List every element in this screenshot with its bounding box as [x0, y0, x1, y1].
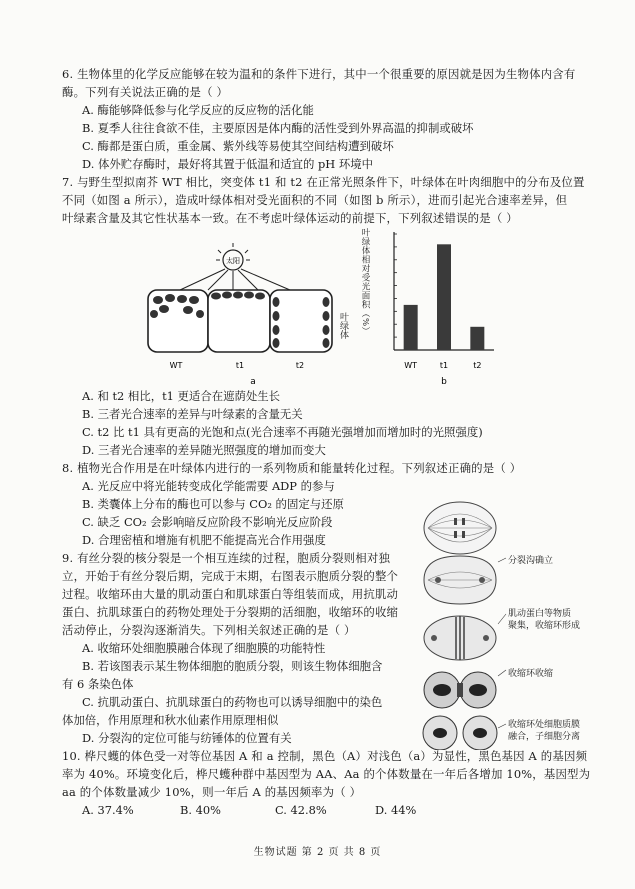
stage-spindle	[424, 502, 496, 554]
sun-icon	[180, 243, 290, 290]
cell-label-t1: t1	[235, 361, 245, 370]
fig-label-ring-line1: 肌动蛋白等物质	[508, 609, 572, 619]
chart-bar-t2	[470, 327, 484, 350]
fig-label-contraction: 收缩环收缩	[508, 669, 554, 679]
q7-stem-line1: 7. 与野生型拟南芥 WT 相比，突变体 t1 和 t2 在正常光照条件下，叶绿体在叶肉细胞中的分布及位置	[62, 175, 585, 189]
chart-ylabel: 叶绿体相对受光面积（%）	[360, 228, 370, 336]
q8-option-b: B. 类囊体上分布的酶也可以参与 CO₂ 的固定与还原	[82, 497, 344, 511]
stage-furrow	[424, 556, 506, 604]
q7-option-d: D. 三者光合速率的差异随光照强度的增加而变大	[82, 443, 326, 457]
q9-stem-line2: 立，开始于有丝分裂后期，完成于末期，右图表示胞质分裂的整个	[62, 569, 399, 583]
q6-option-d: D. 体外贮存酶时，最好将其置于低温和适宜的 pH 环境中	[82, 157, 374, 171]
q10-stem-line2: 率为 40%。环境变化后，桦尺蠖种群中基因型为 AA、Aa 的个体数量在一年后各增加 10%，基因型为	[62, 767, 591, 781]
q8-stem: 8. 植物光合作用是在叶绿体内进行的一系列物质和能量转化过程。下列叙述正确的是（ ）	[62, 461, 522, 475]
cell-label-wt: WT	[169, 361, 183, 370]
q9-stem-line5: 活动停止，分裂沟逐渐消失。下列相关叙述正确的是（ ）	[62, 623, 356, 637]
stage-ring-contracting	[424, 670, 506, 708]
q6-stem-line1: 6. 生物体里的化学反应能够在较为温和的条件下进行，其中一个很重要的原因就是因为生物体内含有	[62, 67, 576, 81]
q9-option-b-line1: B. 若该图表示某生物体细胞的胞质分裂，则该生物体细胞含	[82, 659, 383, 673]
q10-option-d: D. 44%	[375, 803, 417, 817]
chloroplast-side-label: 叶绿体	[338, 312, 348, 339]
q6-option-b: B. 夏季人往往食欲不佳，主要原因是体内酶的活性受到外界高温的抑制或破坏	[82, 121, 474, 135]
stage-separation	[423, 716, 506, 750]
q7-option-b: B. 三者光合速率的差异与叶绿素的含量无关	[82, 407, 303, 421]
stage-ring-forming	[424, 614, 506, 660]
q9-option-a: A. 收缩环处细胞膜融合体现了细胞膜的功能特性	[82, 641, 326, 655]
q7-stem-line2: 不同（如图 a 所示），造成叶绿体相对受光面积的不同（如图 b 所示），进而引起光合速率差异，但	[62, 193, 568, 207]
figure-b-caption: b	[441, 377, 447, 387]
sun-label: 太阳	[226, 257, 240, 265]
q9-stem-line1: 9. 有丝分裂的核分裂是一个相互连续的过程，胞质分裂则相对独	[62, 551, 391, 565]
q7-option-a: A. 和 t2 相比，t1 更适合在遮荫处生长	[82, 389, 281, 403]
fig-label-ring-line2: 聚集，收缩环形成	[508, 621, 581, 631]
q10-option-a: A. 37.4%	[82, 803, 134, 817]
q6-option-c: C. 酶都是蛋白质，重金属、紫外线等易使其空间结构遭到破坏	[82, 139, 394, 153]
q9-option-d: D. 分裂沟的定位可能与纺锤体的位置有关	[82, 731, 292, 745]
chart-x-label-t1: t1	[439, 361, 449, 370]
q10-stem-line1: 10. 桦尺蠖的体色受一对等位基因 A 和 a 控制，黑色（A）对浅色（a）为显性，黑色基因 A 的基因频	[62, 749, 588, 763]
chart-x-label-wt: WT	[404, 361, 418, 370]
q9-stem-line3: 过程。收缩环由大量的肌动蛋白和肌球蛋白等组装而成，用抗肌动	[62, 587, 399, 601]
figure-b-bar-chart	[372, 226, 502, 388]
cell-label-t2: t2	[295, 361, 305, 370]
q10-option-b: B. 40%	[180, 803, 221, 817]
fig-label-fusion-line2: 融合，子细胞分离	[508, 732, 581, 742]
page-footer: 生物试题 第 2 页 共 8 页	[253, 847, 382, 858]
chart-bar-t1	[437, 244, 451, 350]
q6-stem-line2: 酶。下列有关说法正确的是（ ）	[62, 85, 229, 99]
fig-label-fusion-line1: 收缩环处细胞质膜	[508, 720, 581, 730]
figure-a-caption: a	[250, 377, 256, 387]
q9-option-c-line2: 体加倍，作用原理和秋水仙素作用原理相似	[62, 713, 279, 727]
q6-option-a: A. 酶能够降低参与化学反应的反应物的活化能	[82, 103, 314, 117]
q7-stem-line3: 叶绿素含量及其它性状基本一致。在不考虑叶绿体运动的前提下，下列叙述错误的是（ ）	[62, 211, 518, 225]
figure-a-chloroplast-cells	[140, 238, 360, 388]
q8-option-c: C. 缺乏 CO₂ 会影响暗反应阶段不影响光反应阶段	[82, 515, 333, 529]
q9-option-c-line1: C. 抗肌动蛋白、抗肌球蛋白的药物也可以诱导细胞中的染色	[82, 695, 383, 709]
chart-bar-wt	[404, 305, 418, 350]
q8-option-a: A. 光反应中将光能转变成化学能需要 ADP 的参与	[82, 479, 335, 493]
q8-option-d: D. 合理密植和增施有机肥不能提高光合作用强度	[82, 533, 326, 547]
q9-stem-line4: 蛋白、抗肌球蛋白的药物处理处于分裂期的活细胞，收缩环的收缩	[62, 605, 399, 619]
q7-option-c: C. t2 比 t1 具有更高的光饱和点(光合速率不再随光强增加而增加时的光照强度)	[82, 425, 483, 439]
chart-x-label-t2: t2	[473, 361, 482, 370]
q10-option-c: C. 42.8%	[275, 803, 327, 817]
q10-stem-line3: aa 的个体数量减少 10%，则一年后 A 的基因频率为（ ）	[62, 785, 362, 799]
q9-option-b-line2: 有 6 条染色体	[62, 677, 134, 691]
fig-label-furrow: 分裂沟确立	[508, 556, 554, 566]
